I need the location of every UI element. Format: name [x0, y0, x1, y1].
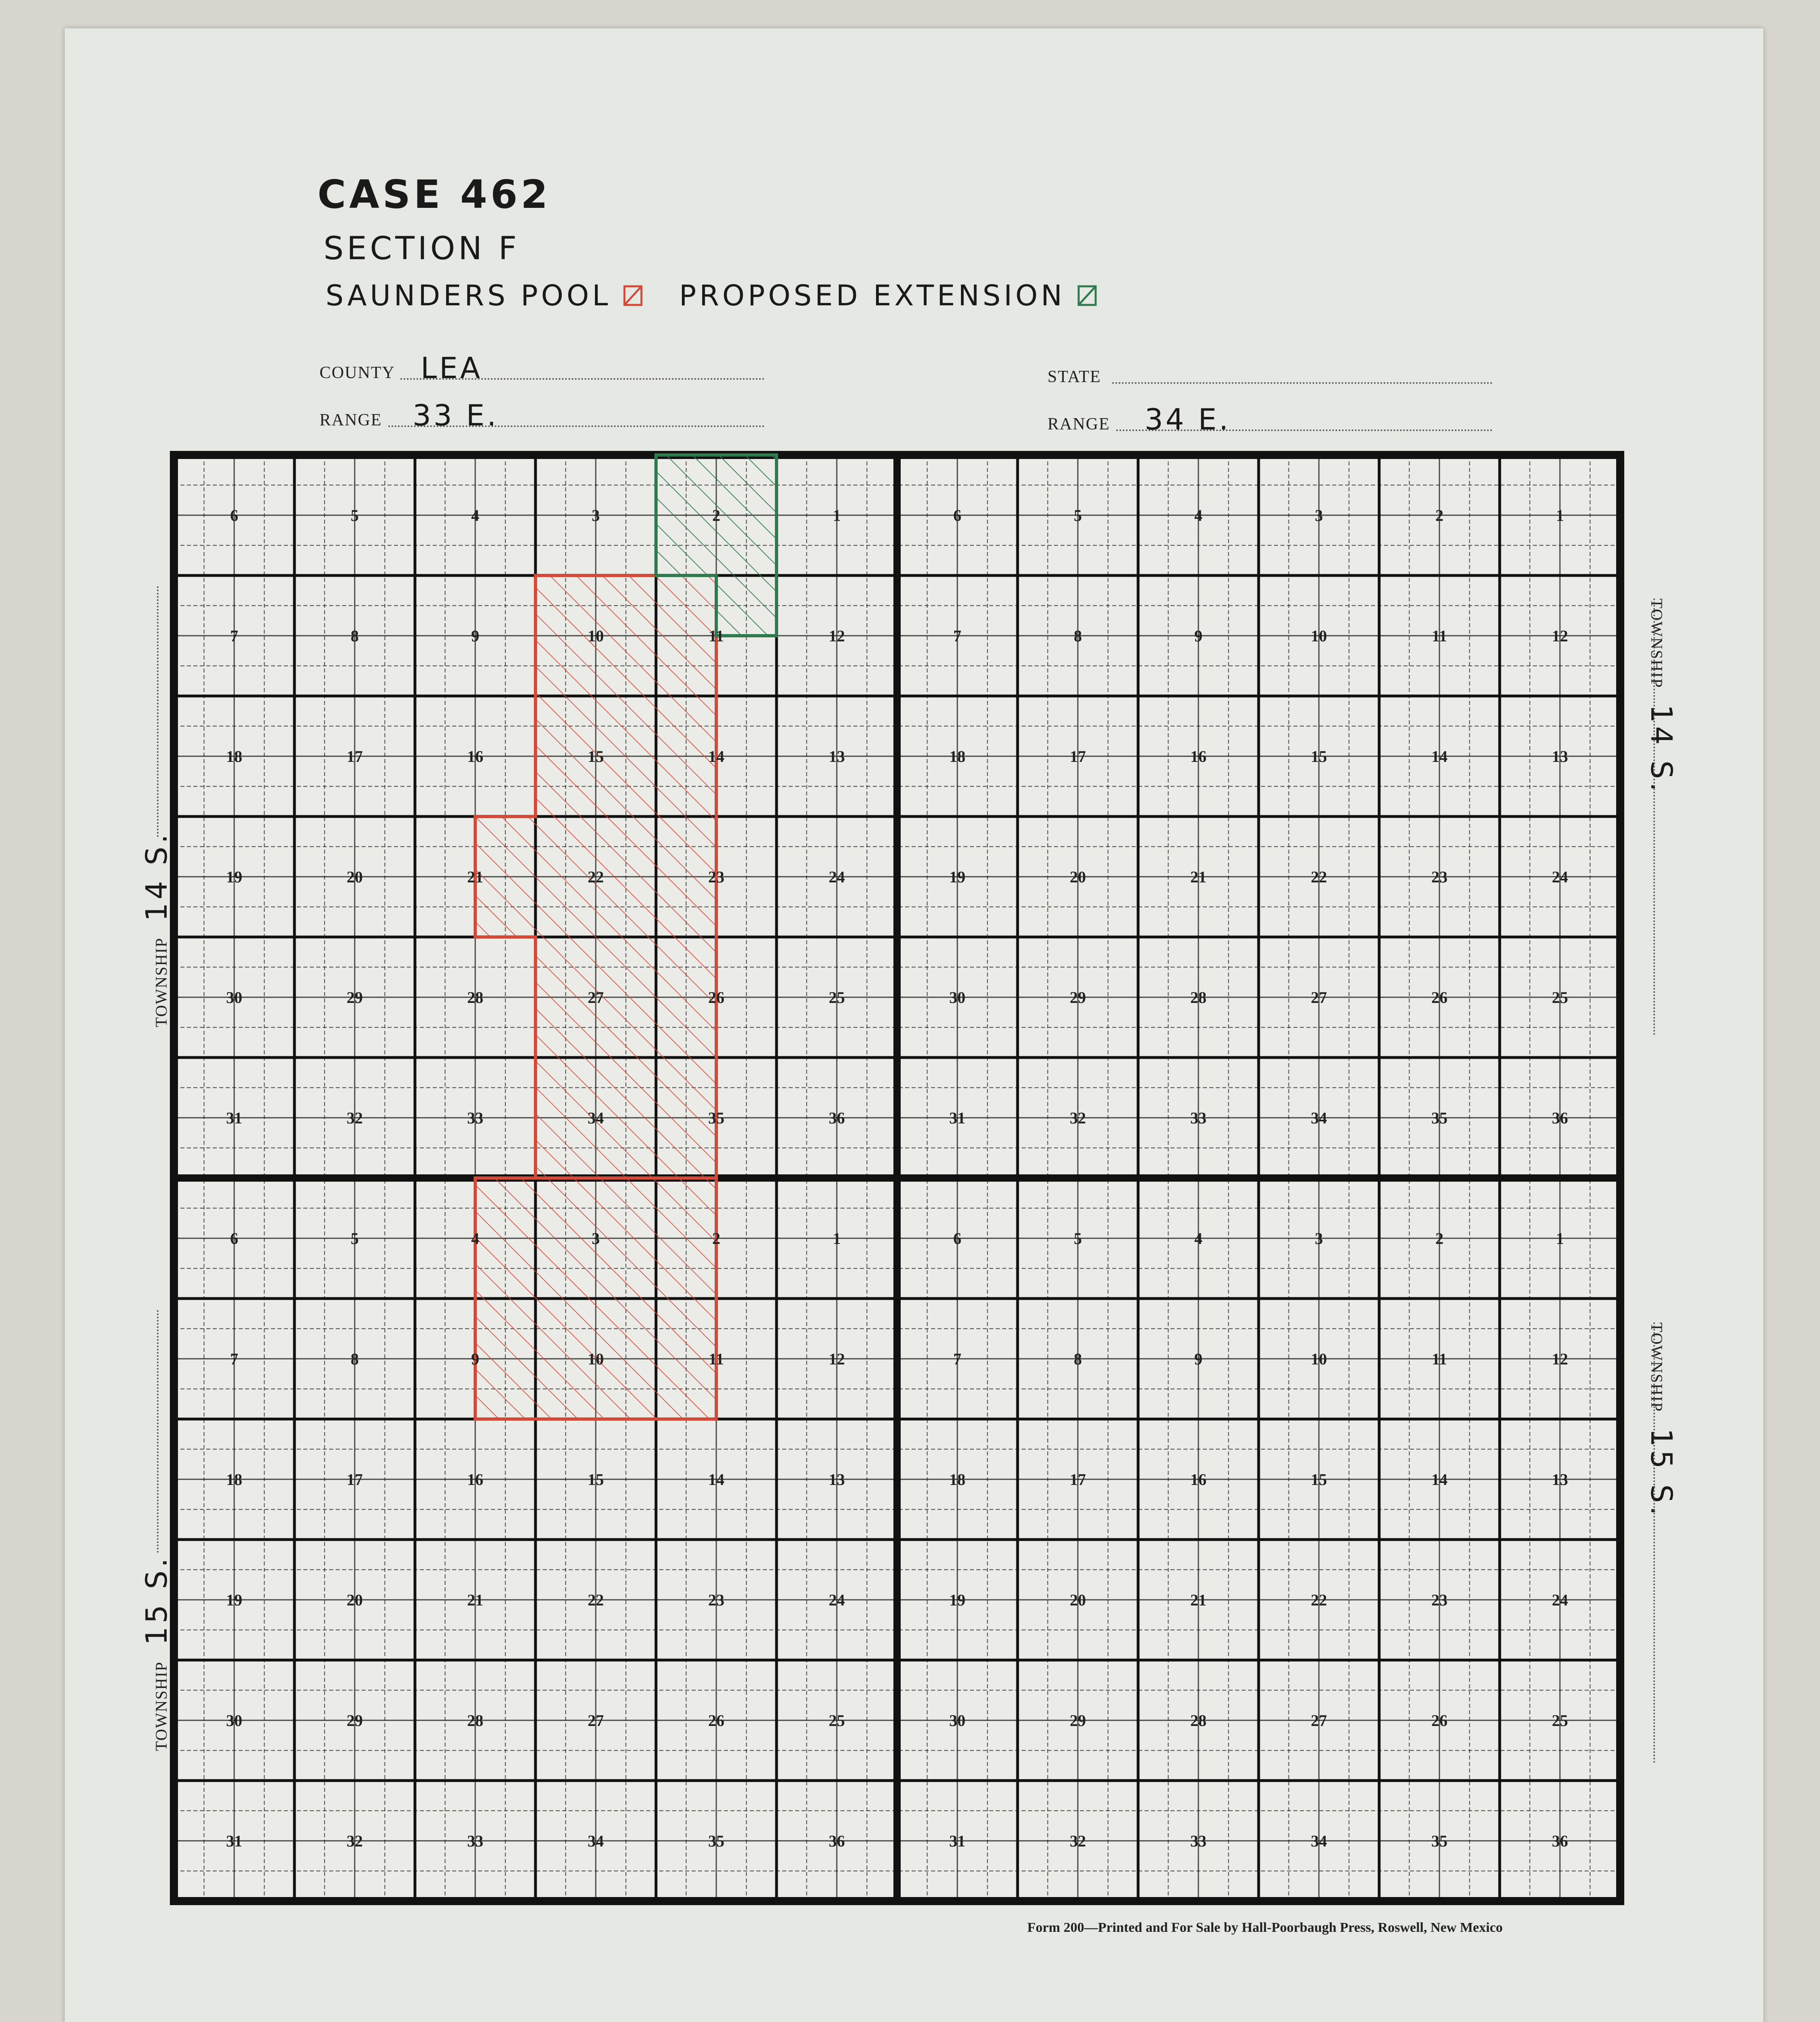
section-number: 31 [949, 1109, 965, 1127]
section-number: 6 [953, 506, 961, 525]
section-number: 5 [351, 506, 359, 525]
section-number: 17 [1070, 1470, 1086, 1489]
case-title: CASE 462 [317, 172, 551, 217]
range-west-label: RANGE [320, 411, 382, 429]
section-number: 10 [1311, 627, 1327, 645]
section-number: 31 [226, 1109, 242, 1127]
section-number: 5 [351, 1229, 359, 1248]
section-number: 9 [471, 1350, 479, 1368]
township-label-east-south: TOWNSHIP 15 S. [1644, 1322, 1678, 1519]
section-number: 24 [1552, 868, 1568, 886]
section-number: 28 [1190, 1711, 1206, 1730]
range-east-value: 34 E. [1145, 402, 1231, 436]
section-number: 29 [347, 988, 363, 1007]
section-number: 24 [1552, 1591, 1568, 1609]
section-number: 35 [708, 1109, 724, 1127]
section-number: 14 [708, 1470, 724, 1489]
section-number: 16 [1190, 1470, 1206, 1489]
section-number: 33 [1190, 1109, 1206, 1127]
section-number: 21 [1190, 1591, 1206, 1609]
section-number: 18 [226, 1470, 242, 1489]
section-number: 32 [347, 1832, 363, 1850]
section-number: 30 [226, 1711, 242, 1730]
section-number: 21 [467, 868, 483, 886]
section-number: 8 [1074, 627, 1082, 645]
legend-pool-label: SAUNDERS POOL [326, 279, 612, 312]
section-number: 9 [1194, 627, 1202, 645]
section-number: 7 [230, 627, 238, 645]
section-number: 8 [351, 1350, 359, 1368]
section-number: 12 [1552, 627, 1568, 645]
section-number: 19 [949, 1591, 965, 1609]
section-number: 25 [1552, 988, 1568, 1007]
section-number: 29 [347, 1711, 363, 1730]
section-number: 16 [467, 1470, 483, 1489]
section-number: 35 [1431, 1109, 1448, 1127]
section-number: 34 [588, 1832, 604, 1850]
section-number: 30 [226, 988, 242, 1007]
state-label: STATE [1048, 368, 1101, 386]
section-number: 7 [953, 1350, 961, 1368]
section-number: 22 [1311, 1591, 1327, 1609]
section-number: 25 [829, 1711, 845, 1730]
section-number: 19 [949, 868, 965, 886]
section-number: 23 [1431, 868, 1448, 886]
section-number: 35 [708, 1832, 724, 1850]
section-number: 15 [1311, 1470, 1327, 1489]
section-number: 3 [1315, 506, 1323, 525]
section-number: 11 [709, 1350, 724, 1368]
section-number: 12 [829, 627, 845, 645]
section-number: 24 [829, 1591, 845, 1609]
section-number: 20 [1070, 868, 1086, 886]
printer-footer: Form 200—Printed and For Sale by Hall-Poorbaugh Press, Roswell, New Mexico [1027, 1920, 1503, 1935]
section-number: 33 [467, 1109, 483, 1127]
section-number: 22 [588, 1591, 604, 1609]
section-number: 27 [1311, 988, 1327, 1007]
section-number: 9 [1194, 1350, 1202, 1368]
section-number: 20 [347, 868, 363, 886]
section-number: 13 [1552, 1470, 1568, 1489]
section-number: 10 [1311, 1350, 1327, 1368]
section-number: 10 [588, 1350, 604, 1368]
section-number: 4 [1194, 506, 1202, 525]
section-number: 19 [226, 1591, 242, 1609]
section-number: 5 [1074, 1229, 1082, 1248]
section-number: 17 [347, 747, 363, 766]
section-number: 11 [1432, 627, 1447, 645]
section-number: 25 [1552, 1711, 1568, 1730]
section-number: 6 [953, 1229, 961, 1248]
section-number: 2 [712, 506, 720, 525]
section-number: 34 [588, 1109, 604, 1127]
section-number: 11 [1432, 1350, 1447, 1368]
section-number: 27 [588, 988, 604, 1007]
section-number: 11 [709, 627, 724, 645]
section-number: 4 [1194, 1229, 1202, 1248]
section-number: 28 [467, 1711, 483, 1730]
section-number: 13 [829, 1470, 845, 1489]
county-value: LEA [421, 351, 483, 385]
section-number: 13 [1552, 747, 1568, 766]
section-number: 2 [712, 1229, 720, 1248]
section-number: 27 [1311, 1711, 1327, 1730]
section-number: 32 [1070, 1832, 1086, 1850]
section-number: 28 [467, 988, 483, 1007]
section-number: 7 [953, 627, 961, 645]
section-number: 23 [708, 1591, 724, 1609]
section-number: 15 [588, 747, 604, 766]
range-west-value: 33 E. [413, 398, 499, 432]
township-label-west-south: TOWNSHIP 15 S. [140, 1555, 174, 1751]
section-number: 6 [230, 506, 238, 525]
section-number: 36 [1552, 1109, 1568, 1127]
section-number: 30 [949, 1711, 965, 1730]
section-number: 20 [347, 1591, 363, 1609]
section-number: 34 [1311, 1109, 1327, 1127]
section-number: 22 [588, 868, 604, 886]
section-number: 32 [347, 1109, 363, 1127]
section-number: 3 [592, 1229, 600, 1248]
section-number: 9 [471, 627, 479, 645]
section-number: 16 [467, 747, 483, 766]
section-number: 32 [1070, 1109, 1086, 1127]
section-number: 1 [833, 506, 841, 525]
range-east-label: RANGE [1048, 415, 1110, 434]
legend-extension-label: PROPOSED EXTENSION [679, 279, 1065, 312]
section-number: 12 [829, 1350, 845, 1368]
section-number: 14 [1431, 747, 1448, 766]
section-label: SECTION F [324, 231, 520, 267]
section-number: 18 [226, 747, 242, 766]
saunders-pool-area [475, 1178, 716, 1419]
section-number: 21 [1190, 868, 1206, 886]
section-number: 20 [1070, 1591, 1086, 1609]
section-number: 29 [1070, 988, 1086, 1007]
section-number: 3 [1315, 1229, 1323, 1248]
township-label-east-north: TOWNSHIP 14 S. [1644, 599, 1678, 795]
section-number: 2 [1435, 1229, 1443, 1248]
section-number: 4 [471, 506, 479, 525]
section-number: 35 [1431, 1832, 1448, 1850]
section-number: 18 [949, 1470, 965, 1489]
section-number: 25 [829, 988, 845, 1007]
section-number: 36 [1552, 1832, 1568, 1850]
section-number: 26 [708, 1711, 724, 1730]
section-number: 18 [949, 747, 965, 766]
section-number: 3 [592, 506, 600, 525]
section-number: 22 [1311, 868, 1327, 886]
township-label-west-north: TOWNSHIP 14 S. [140, 831, 174, 1027]
section-number: 31 [226, 1832, 242, 1850]
section-number: 26 [1431, 988, 1448, 1007]
section-number: 31 [949, 1832, 965, 1850]
section-number: 30 [949, 988, 965, 1007]
section-number: 17 [1070, 747, 1086, 766]
section-number: 24 [829, 868, 845, 886]
section-number: 8 [351, 627, 359, 645]
section-number: 2 [1435, 506, 1443, 525]
section-number: 29 [1070, 1711, 1086, 1730]
section-number: 21 [467, 1591, 483, 1609]
section-number: 5 [1074, 506, 1082, 525]
section-number: 23 [1431, 1591, 1448, 1609]
section-number: 1 [1556, 1229, 1564, 1248]
section-number: 14 [708, 747, 724, 766]
section-number: 6 [230, 1229, 238, 1248]
section-number: 17 [347, 1470, 363, 1489]
section-number: 16 [1190, 747, 1206, 766]
section-number: 33 [467, 1832, 483, 1850]
section-number: 8 [1074, 1350, 1082, 1368]
section-number: 10 [588, 627, 604, 645]
section-number: 34 [1311, 1832, 1327, 1850]
section-number: 26 [1431, 1711, 1448, 1730]
section-number: 1 [833, 1229, 841, 1248]
section-number: 36 [829, 1832, 845, 1850]
section-number: 27 [588, 1711, 604, 1730]
county-label: COUNTY [320, 364, 395, 382]
section-number: 36 [829, 1109, 845, 1127]
section-number: 33 [1190, 1832, 1206, 1850]
section-number: 23 [708, 868, 724, 886]
section-number: 12 [1552, 1350, 1568, 1368]
section-number: 4 [471, 1229, 479, 1248]
section-number: 28 [1190, 988, 1206, 1007]
section-number: 15 [588, 1470, 604, 1489]
section-number: 19 [226, 868, 242, 886]
section-number: 14 [1431, 1470, 1448, 1489]
section-number: 13 [829, 747, 845, 766]
section-number: 1 [1556, 506, 1564, 525]
section-number: 7 [230, 1350, 238, 1368]
section-number: 26 [708, 988, 724, 1007]
section-number: 15 [1311, 747, 1327, 766]
